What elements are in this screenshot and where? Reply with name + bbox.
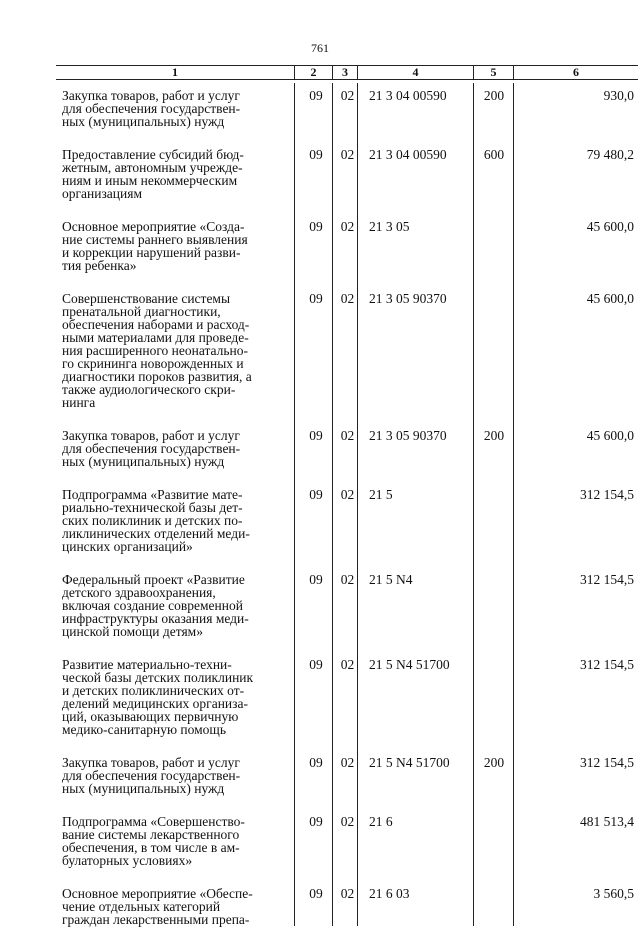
header-col-3: 3 [332,66,357,79]
description-line: риально-технической базы дет- [62,500,243,515]
row-description [56,488,294,553]
table-header [56,65,638,80]
row-expense-type [473,815,513,867]
row-description [56,292,294,409]
row-amount: 3 560,5 [593,886,634,901]
table-row [56,809,638,867]
description-line: и коррекции нарушений разви- [62,245,241,260]
description-line: ния расширенного неонатально- [62,343,249,358]
description-line: пренатальной диагностики, [62,304,221,319]
table-row [56,881,638,926]
description-line: Предоставление субсидий бюд- [62,147,244,162]
row-section: 09 [309,291,323,306]
row-expense-type: 600 [483,147,505,162]
description-line: ных (муниципальных) нужд [62,454,225,469]
row-target-article: 21 6 03 [369,886,410,901]
description-line: также аудиологического скри- [62,382,236,397]
row-target-article: 21 6 [369,814,393,829]
table-row [56,652,638,736]
row-amount: 45 600,0 [586,291,634,306]
row-amount: 45 600,0 [586,428,634,443]
header-col-2: 2 [294,66,332,79]
row-section: 09 [309,572,323,587]
row-subsection: 02 [340,755,355,770]
row-target-article: 21 3 05 [369,219,410,234]
table-body [56,83,638,926]
row-target-article: 21 3 04 00590 [369,147,447,162]
row-expense-type: 200 [483,428,505,443]
description-line: цинской помощи детям» [62,624,203,639]
description-line: Основное мероприятие «Обеспе- [62,886,253,901]
row-amount: 930,0 [603,88,634,103]
description-line: и детских поликлинических от- [62,683,245,698]
header-col-6: 6 [513,66,638,79]
table-row [56,482,638,553]
description-line: детского здравоохранения, [62,585,216,600]
description-line: для обеспечения государствен- [62,101,241,116]
row-description [56,429,294,468]
description-line: Закупка товаров, работ и услуг [62,428,240,443]
description-line: Совершенствование системы [62,291,231,306]
description-line: ние системы раннего выявления [62,232,248,247]
row-expense-type [473,887,513,926]
description-line: ских поликлиник и детских по- [62,513,243,528]
row-target-article: 21 3 04 00590 [369,88,447,103]
row-expense-type [473,220,513,272]
table-row [56,286,638,409]
description-line: делений медицинских организа- [62,696,248,711]
row-section: 09 [309,487,323,502]
row-section: 09 [309,886,323,901]
description-line: Федеральный проект «Развитие [62,572,245,587]
row-description [56,756,294,795]
description-line: вание системы лекарственного [62,827,240,842]
description-line: Основное мероприятие «Созда- [62,219,245,234]
row-section: 09 [309,88,323,103]
row-amount: 312 154,5 [580,487,634,502]
description-line: Закупка товаров, работ и услуг [62,755,240,770]
table-row [56,142,638,200]
row-section: 09 [309,814,323,829]
description-line: жетным, автономным учрежде- [62,160,243,175]
row-subsection: 02 [340,219,355,234]
row-section: 09 [309,755,323,770]
row-expense-type [473,573,513,638]
description-line: ных (муниципальных) нужд [62,781,225,796]
description-line: обеспечения, в том числе в ам- [62,840,240,855]
description-line: ными материалами для проведе- [62,330,249,345]
row-description [56,658,294,736]
description-line: инфраструктуры оказания меди- [62,611,249,626]
row-amount: 312 154,5 [580,572,634,587]
description-line: Подпрограмма «Совершенство- [62,814,245,829]
row-description [56,573,294,638]
description-line: ниям и иным некоммерческим [62,173,238,188]
description-line: медико-санитарную помощь [62,722,226,737]
table-row [56,83,638,128]
row-description [56,148,294,200]
row-target-article: 21 5 N4 [369,572,413,587]
description-line: ций, оказывающих первичную [62,709,239,724]
description-line: включая создание современной [62,598,243,613]
row-subsection: 02 [340,886,355,901]
description-line: для обеспечения государствен- [62,441,241,456]
row-target-article: 21 5 [369,487,393,502]
row-subsection: 02 [340,657,355,672]
row-expense-type [473,658,513,736]
description-line: ликлинических отделений меди- [62,526,250,541]
row-expense-type [473,292,513,409]
row-description [56,220,294,272]
row-amount: 312 154,5 [580,755,634,770]
description-line: Развитие материально-техни- [62,657,232,672]
row-subsection: 02 [340,487,355,502]
description-line: обеспечения наборами и расход- [62,317,250,332]
row-amount: 312 154,5 [580,657,634,672]
description-line: го скрининга новорожденных и [62,356,244,371]
description-line: организациям [62,186,143,201]
row-amount: 45 600,0 [586,219,634,234]
description-line: для обеспечения государствен- [62,768,241,783]
row-amount: 79 480,2 [586,147,634,162]
row-subsection: 02 [340,428,355,443]
row-amount: 481 513,4 [580,814,634,829]
description-line: чение отдельных категорий [62,899,221,914]
description-line: Подпрограмма «Развитие мате- [62,487,243,502]
header-col-4: 4 [357,66,473,79]
description-line: ных (муниципальных) нужд [62,114,225,129]
description-line: булаторных условиях» [62,853,193,868]
row-target-article: 21 3 05 90370 [369,428,447,443]
header-col-5: 5 [473,66,513,79]
row-expense-type: 200 [483,755,505,770]
table-row [56,567,638,638]
description-line: Закупка товаров, работ и услуг [62,88,240,103]
row-subsection: 02 [340,147,355,162]
row-section: 09 [309,147,323,162]
page-number: 761 [311,41,329,55]
description-line: ческой базы детских поликлиник [62,670,254,685]
row-target-article: 21 3 05 90370 [369,291,447,306]
description-line: нинга [62,395,96,410]
column-divider [473,83,474,926]
row-subsection: 02 [340,572,355,587]
table-row [56,423,638,468]
column-divider [332,83,333,926]
header-col-1: 1 [172,65,178,79]
row-section: 09 [309,219,323,234]
column-divider [513,83,514,926]
row-section: 09 [309,428,323,443]
row-description [56,815,294,867]
description-line: цинских организаций» [62,539,193,554]
column-divider [357,83,358,926]
row-subsection: 02 [340,814,355,829]
row-subsection: 02 [340,88,355,103]
description-line: граждан лекарственными препа- [62,912,250,927]
row-expense-type [473,488,513,553]
row-target-article: 21 5 N4 51700 [369,755,450,770]
row-subsection: 02 [340,291,355,306]
budget-table [56,65,638,926]
table-row [56,214,638,272]
row-description [56,89,294,128]
row-description [56,887,294,926]
description-line: диагностики пороков развития, а [62,369,252,384]
row-section: 09 [309,657,323,672]
row-expense-type: 200 [483,88,505,103]
row-target-article: 21 5 N4 51700 [369,657,450,672]
table-row [56,750,638,795]
description-line: тия ребенка» [62,258,137,273]
